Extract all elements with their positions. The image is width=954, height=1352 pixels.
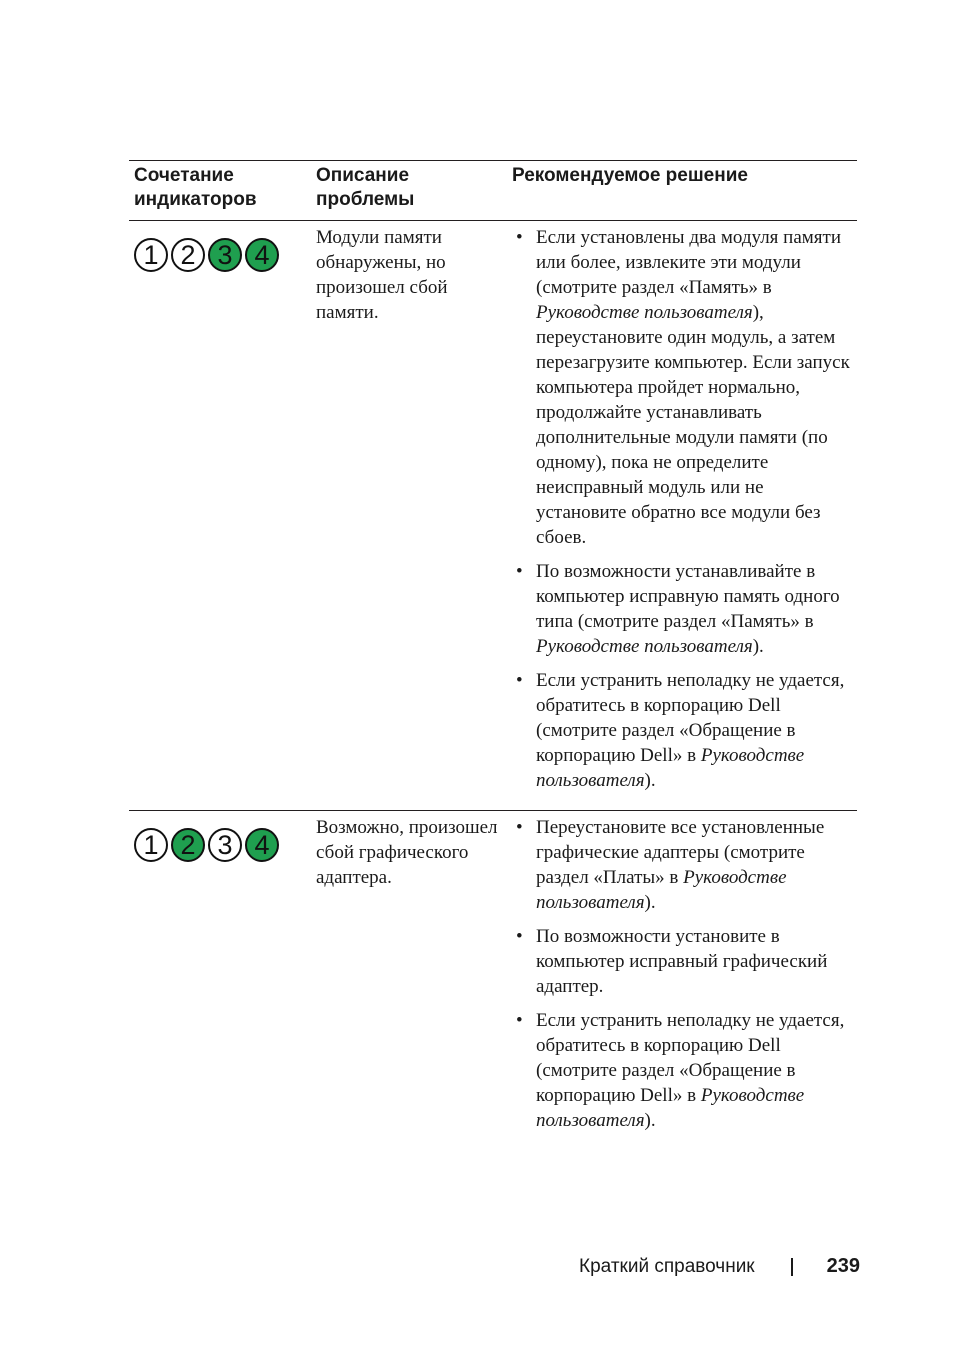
problem-description bbox=[316, 225, 512, 802]
header-recommended-solution: Рекомендуемое решение bbox=[512, 165, 748, 186]
led-cell bbox=[129, 225, 316, 802]
led-cell bbox=[129, 815, 316, 1142]
led-1-icon: 1 bbox=[134, 828, 168, 862]
table-header bbox=[129, 161, 857, 220]
solution-cell bbox=[512, 225, 857, 802]
led-pattern bbox=[134, 225, 316, 272]
solution-cell bbox=[512, 815, 857, 1142]
list-item: • Если установлены два модуля памяти или более, извлеките эти модули (смотрите раздел «Память» в Руководстве пользователя), переустановите один модуль, а затем перезагрузите компьютер. Если запуск компьютера пройдет нормально, продолжайте устанавливать дополнительные модули памяти (по одному), пока не определите неисправный модуль или не установите обратно все модули без сбоев. bbox=[512, 225, 857, 550]
list-item: • По возможности устанавливайте в компьютер исправную память одного типа (смотрите раздел «Память» в Руководстве пользователя). bbox=[512, 559, 857, 659]
header-indicator-combination: Сочетание индикаторов bbox=[134, 165, 257, 210]
list-item: • Переустановите все установленные графические адаптеры (смотрите раздел «Платы» в Руководстве пользователя). bbox=[512, 815, 857, 915]
led-pattern bbox=[134, 815, 316, 862]
footer-section-title: Краткий справочник bbox=[579, 1255, 755, 1277]
page-footer bbox=[579, 1255, 860, 1278]
list-item: • Если устранить неполадку не удается, обратитесь в корпорацию Dell (смотрите раздел «Обращение в корпорацию Dell» в Руководстве пользователя). bbox=[512, 668, 857, 793]
footer-separator bbox=[791, 1258, 793, 1276]
led-2-icon: 2 bbox=[171, 828, 205, 862]
led-2-icon: 2 bbox=[171, 238, 205, 272]
led-4-icon: 4 bbox=[245, 238, 279, 272]
page-number: 239 bbox=[826, 1255, 860, 1277]
led-1-icon: 1 bbox=[134, 238, 168, 272]
diagnostic-lights-table bbox=[129, 160, 857, 1150]
led-4-icon: 4 bbox=[245, 828, 279, 862]
header-problem-description: Описание проблемы bbox=[316, 165, 415, 210]
problem-description bbox=[316, 815, 512, 1142]
table-row bbox=[129, 811, 857, 1150]
solution-list bbox=[512, 815, 857, 1133]
solution-list bbox=[512, 225, 857, 793]
led-3-icon: 3 bbox=[208, 238, 242, 272]
led-3-icon: 3 bbox=[208, 828, 242, 862]
description-text: Возможно, произошел сбой графического адаптера. bbox=[316, 817, 498, 888]
table-row bbox=[129, 221, 857, 810]
list-item: • Если устранить неполадку не удается, обратитесь в корпорацию Dell (смотрите раздел «Обращение в корпорацию Dell» в Руководстве пользователя). bbox=[512, 1008, 857, 1133]
list-item: • По возможности установите в компьютер исправный графический адаптер. bbox=[512, 924, 857, 999]
description-text: Модули памяти обнаружены, но произошел сбой памяти. bbox=[316, 227, 448, 323]
